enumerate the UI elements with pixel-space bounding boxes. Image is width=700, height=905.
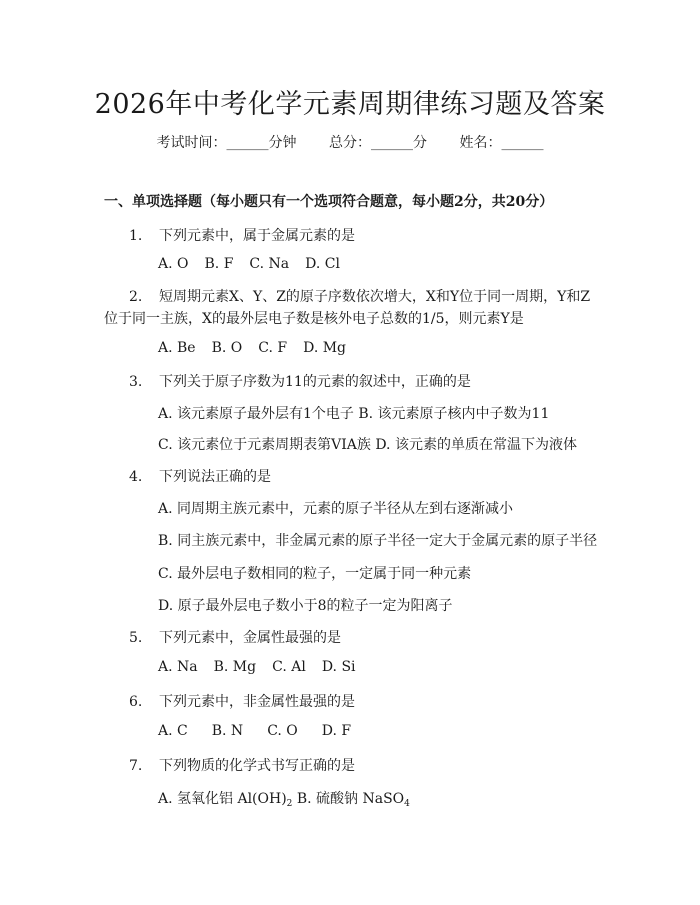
question-stem: 2. 短周期元素X、Y、Z的原子序数依次增大，X和Y位于同一周期，Y和Z xyxy=(129,289,591,305)
question-stem: 1. 下列元素中，属于金属元素的是 xyxy=(129,228,355,244)
question-stem: 7. 下列物质的化学式书写正确的是 xyxy=(129,758,355,774)
score-field: 总分：______分 xyxy=(329,135,427,151)
option: A. O xyxy=(158,256,189,272)
section-heading: 一、单项选择题（每小题只有一个选项符合题意，每小题2分，共20分） xyxy=(104,194,554,210)
question-number: 5. xyxy=(129,630,143,646)
exam-meta xyxy=(0,132,700,152)
option: D. Cl xyxy=(305,256,340,272)
option: C. Na xyxy=(249,256,290,272)
option: B. F xyxy=(204,256,234,272)
question-stem: 4. 下列说法正确的是 xyxy=(129,469,271,485)
option: D. Si xyxy=(321,659,356,675)
question-options xyxy=(158,723,351,739)
question-options xyxy=(158,659,356,675)
option: C. Al xyxy=(272,659,306,675)
question-options xyxy=(158,788,410,808)
question-number: 4. xyxy=(129,469,143,485)
option: C. O xyxy=(267,723,298,739)
option-line: C. 该元素位于元素周期表第VIA族 D. 该元素的单质在常温下为液体 xyxy=(158,437,577,453)
question-number: 6. xyxy=(129,694,143,710)
question-number: 3. xyxy=(129,374,143,390)
option-line: A. 同周期主族元素中，元素的原子半径从左到右逐渐减小 xyxy=(158,501,514,517)
question-number: 1. xyxy=(129,228,143,244)
option-line: D. 原子最外层电子数小于8的粒子一定为阳离子 xyxy=(158,598,453,614)
option: B. O xyxy=(211,340,243,356)
option: A. Be xyxy=(158,340,196,356)
name-field: 姓名：______ xyxy=(459,135,544,151)
question-options xyxy=(158,256,340,272)
option: B. Mg xyxy=(213,659,257,675)
question-number: 2. xyxy=(129,289,143,305)
option: D. F xyxy=(321,723,352,739)
question-number: 7. xyxy=(129,758,143,774)
option-line: B. 同主族元素中，非金属元素的原子半径一定大于金属元素的原子半径 xyxy=(158,533,598,549)
option-line: C. 最外层电子数相同的粒子，一定属于同一种元素 xyxy=(158,566,472,582)
page-title: 2026年中考化学元素周期律练习题及答案 xyxy=(94,89,606,120)
option: A. Na xyxy=(158,659,198,675)
time-field: 考试时间：______分钟 xyxy=(156,135,297,151)
question-stem-continued: 位于同一主族，X的最外层电子数是核外电子总数的1/5，则元素Y是 xyxy=(104,311,524,327)
question-stem: 3. 下列关于原子序数为11的元素的叙述中，正确的是 xyxy=(129,374,471,390)
question-stem: 5. 下列元素中，金属性最强的是 xyxy=(129,630,341,646)
question-options xyxy=(158,340,346,356)
option: A. 氢氧化铝 $Al(OH)_2$ xyxy=(158,791,293,809)
question-stem: 6. 下列元素中，非金属性最强的是 xyxy=(129,694,355,710)
option: A. C xyxy=(158,723,188,739)
option-line: A. 该元素原子最外层有1个电子 B. 该元素原子核内中子数为11 xyxy=(158,406,550,422)
option: B. N xyxy=(211,723,244,739)
option: D. Mg xyxy=(303,340,347,356)
option: B. 硫酸钠 NaSO$_4$ xyxy=(292,791,410,809)
option: C. F xyxy=(258,340,288,356)
